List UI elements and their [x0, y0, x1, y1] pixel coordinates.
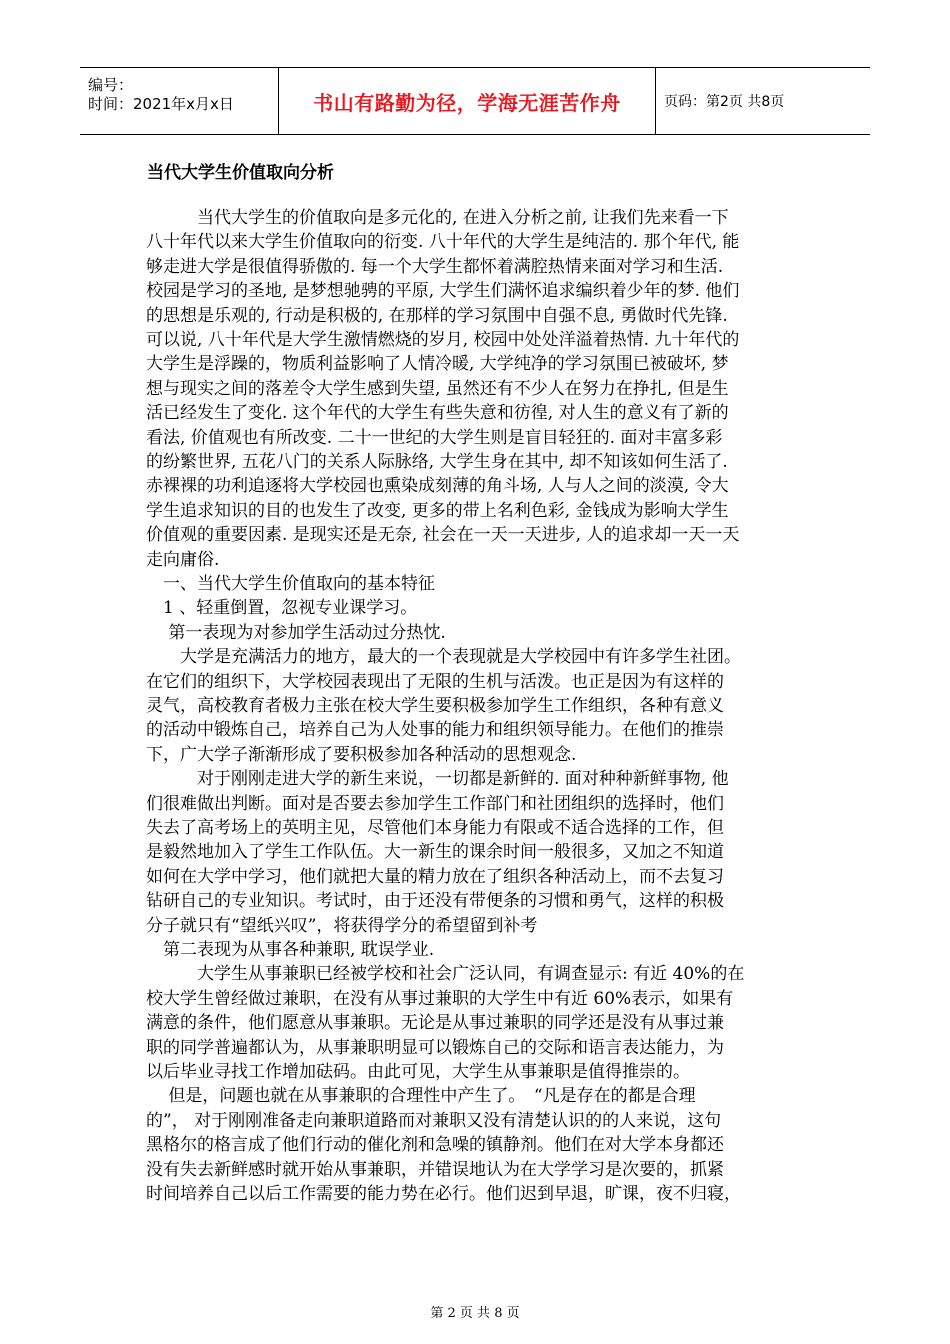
text-line: 没有失去新鲜感时就开始从事兼职，并错误地认为在大学学习是次要的，抓紧 — [146, 1159, 724, 1180]
text-line: 下，广大学子渐渐形成了要积极参加各种活动的思想观念. — [146, 744, 577, 765]
text-line: 灵气，高校教育者极力主张在校大学生要积极参加学生工作组织，各种有意义 — [146, 696, 724, 716]
text-line: 学生追求知识的目的也发生了改变, 更多的带上名利色彩, 金钱成为影响大学生 — [146, 500, 729, 521]
text-line: 一、当代大学生价值取向的基本特征 — [146, 574, 435, 594]
text-line: 看法, 价值观也有所改变. 二十一世纪的大学生则是盲目轻狂的. 面对丰富多彩 — [146, 427, 723, 448]
text-line: 但是，问题也就在从事兼职的合理性中产生了。 “凡是存在的都是合理 — [146, 1086, 696, 1107]
text-line: 第一表现为对参加学生活动过分热忱. — [146, 622, 446, 643]
text-line: 大学生从事兼职已经被学校和社会广泛认同，有调查显示: 有近 40%的在 — [146, 964, 745, 985]
text-line: 走向庸俗. — [146, 549, 220, 570]
text-line: 活已经发生了变化. 这个年代的大学生有些失意和彷徨, 对人生的意义有了新的 — [146, 403, 729, 424]
text-line: 黑格尔的格言成了他们行动的催化剂和急噪的镇静剂。他们在对大学本身都还 — [146, 1135, 724, 1156]
text-line: 想与现实之间的落差令大学生感到失望, 虽然还有不少人在努力在挣扎, 但是生 — [146, 378, 729, 399]
text-line: 校大学生曾经做过兼职，在没有从事过兼职的大学生中有近 60%表示，如果有 — [146, 988, 734, 1009]
header-page-info: 页码：第2页 共8页 — [664, 94, 785, 110]
text-line: 失去了高考场上的英明主见，尽管他们本身能力有限或不适合选择的工作，但 — [146, 818, 724, 838]
text-line: 大学是充满活力的地方，最大的一个表现就是大学校园中有许多学生社团。 — [146, 647, 741, 668]
text-line: 对于刚刚走进大学的新生来说，一切都是新鲜的. 面对种种新鲜事物, 他 — [146, 769, 729, 790]
text-line: 大学生是浮躁的，物质利益影响了人情冷暖, 大学纯净的学习氛围已被破坏, 梦 — [146, 354, 729, 375]
text-line: 可以说, 八十年代是大学生激情燃烧的岁月, 校园中处处洋溢着热情. 九十年代的 — [146, 330, 740, 350]
text-line: 的”， 对于刚刚准备走向兼职道路而对兼职又没有清楚认识的的人来说，这句 — [146, 1110, 722, 1131]
text-line: 如何在大学中学习，他们就把大量的精力放在了组织各种活动上，而不去复习 — [146, 866, 724, 887]
page-footer: 第 2 页 共 8 页 — [430, 1306, 520, 1321]
text-line: 分子就只有“望纸兴叹”，将获得学分的希望留到补考 — [146, 915, 538, 936]
text-line: 的纷繁世界, 五花八门的关系人际脉络, 大学生身在其中, 却不知该如何生活了. — [146, 452, 728, 472]
text-line: 的活动中锻炼自己，培养自己为人处事的能力和组织领导能力。在他们的推崇 — [146, 720, 724, 741]
text-line: 时间培养自己以后工作需要的能力势在必行。他们迟到早退，旷课，夜不归寝， — [146, 1184, 741, 1204]
text-line: 以后毕业寻找工作增加砝码。由此可见，大学生从事兼职是值得推崇的。 — [146, 1062, 690, 1082]
text-line: 在它们的组织下，大学校园表现出了无限的生机与活泼。也正是因为有这样的 — [146, 671, 724, 692]
document-number-label: 编号： — [88, 76, 134, 94]
document-time-label: 时间：2021年x月x日 — [88, 95, 234, 113]
header-meta — [80, 68, 278, 134]
text-line: 职的同学普遍都认为，从事兼职明显可以锻炼自己的交际和语言表达能力，为 — [146, 1037, 724, 1058]
text-line: 们很难做出判断。面对是否要去参加学生工作部门和社团组织的选择时，他们 — [146, 793, 724, 814]
text-line: 满意的条件，他们愿意从事兼职。无论是从事过兼职的同学还是没有从事过兼 — [146, 1013, 724, 1034]
text-line: 的思想是乐观的, 行动是积极的, 在那样的学习氛围中自强不息, 勇做时代先锋. — [146, 305, 728, 326]
document-header — [80, 67, 870, 135]
text-line: 当代大学生的价值取向是多元化的, 在进入分析之前, 让我们先来看一下 — [146, 208, 729, 228]
document-title: 当代大学生价值取向分析 — [147, 163, 334, 183]
text-line: 1 、轻重倒置，忽视专业课学习。 — [146, 598, 418, 619]
text-line: 钻研自己的专业知识。考试时，由于还没有带便条的习惯和勇气，这样的积极 — [146, 891, 724, 912]
text-line: 价值观的重要因素. 是现实还是无奈, 社会在一天一天进步, 人的追求却一天一天 — [146, 525, 740, 546]
header-motto: 书山有路勤为径，学海无涯苦作舟 — [278, 68, 656, 134]
text-line: 是毅然地加入了学生工作队伍。大一新生的课余时间一般很多，又加之不知道 — [146, 842, 724, 863]
text-line: 够走进大学是很值得骄傲的. 每一个大学生都怀着满腔热情来面对学习和生活. — [146, 256, 724, 277]
text-line: 第二表现为从事各种兼职, 耽误学业. — [146, 940, 435, 960]
text-line: 校园是学习的圣地, 是梦想驰骋的平原, 大学生们满怀追求编织着少年的梦. 他们 — [146, 281, 740, 302]
text-line: 赤裸裸的功利追逐将大学校园也熏染成刻薄的角斗场, 人与人之间的淡漠, 令大 — [146, 476, 729, 497]
text-line: 八十年代以来大学生价值取向的衍变. 八十年代的大学生是纯洁的. 那个年代, 能 — [146, 232, 740, 253]
